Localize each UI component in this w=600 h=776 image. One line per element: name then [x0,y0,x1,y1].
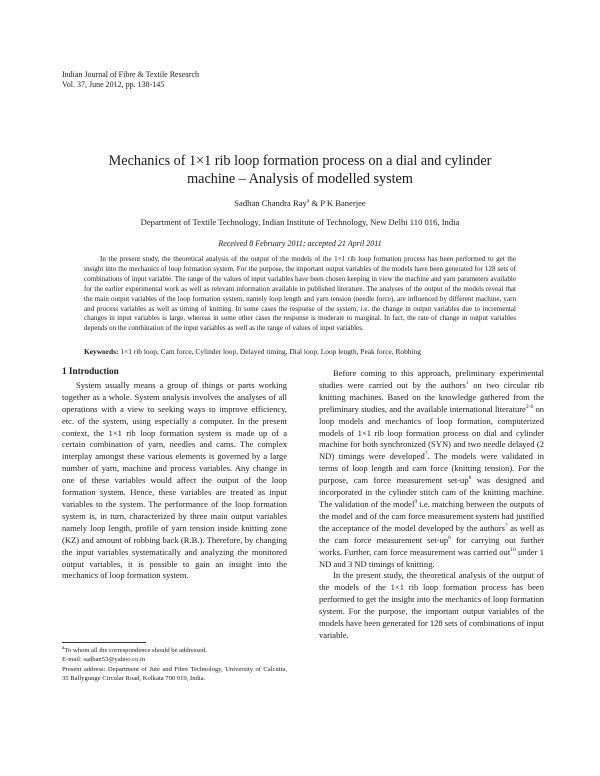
author-2: P K Banerjee [320,198,366,208]
citation-ref: 8 [448,534,451,541]
keywords [84,347,516,357]
author-1-mark: a [306,198,310,205]
intro-paragraph-1: System usually means a group of things or parts working together as a whole. System analysis involves the analyses of all operations with a view to seeking ways to improve efficiency, etc. of the system, using especially a computer. In the present context, the 1×1 rib loop formation system is made up of a certain combination of yarn, needles and cams. The complex interplay amongst these various elements is governed by a large number of yarn, machine and process variables. Any change in one of these variables would affect the output of the loop formation system. Hence, these variables are treated as input variables to the system. The performance of the loop formation system is, in turn, characterized by three main output variables namely loop length, profile of yarn tension inside knitting zone (KZ) and amount of robbing back (R.B.). Therefore, by changing the input variables systematically and analyzing the monitored output variables, it is possible to gain an insight into the mechanics of loop formation system. [62,379,287,581]
keywords-text: 1×1 rib loop, Cam force, Cylinder loop, Delayed timing, Dial loop, Loop length, Peak force, Robbing [120,347,421,356]
text-run: i.e. matching between the outputs of the model and of the cam force measurement system had justified the acceptance of the model developed by the authors [319,498,544,533]
right-column [319,368,544,642]
citation-ref: 7 [424,451,428,458]
journal-header [62,70,199,90]
text-run: as well as the cam force measurement set-up [319,522,544,545]
footnote-rule [62,642,146,643]
title-line-1: Mechanics of 1×1 rib loop formation process on a dial and cylinder [108,153,492,169]
abstract: In the present study, the theoretical analysis of the output of the models of the 1×1 rib loop formation process has been performed to get the insight into the mechanics of loop formation system. For the purpose, the important output variables of the models have been generated for 128 sets of combinations of input variable. The range of the values of input variables have been chosen keeping in view the machine and yarn parameters available for the earlier experimental work as well as relevant information available in published literature. The analyses of the output of the models reveal that the main output variables of the loop formation system, namely loop length and yarn tension (needle force), are influenced by different machine, yarn and process variables as well as timing of knitting. In some cases the response of the system, i.e. the change in output variables due to incremental changes in input variables is large, whereas in some other cases the response is moderate to marginal. In fact, the rate of change in output variables depends on the combination of the input variables as well as the range of values of input variables. [84,255,516,333]
text-run: . The models were validated in terms of loop length and cam force (knitting tension). For the purpose, cam force measurement set-up [319,451,544,486]
keywords-label: Keywords: [84,347,119,356]
text-run: Before coming to this approach, preliminary experimental studies were carried out by the authors [319,368,544,390]
footnote-mark: a [62,644,65,651]
text-run: under 1 ND and 3 ND timings of knitting. [319,546,544,569]
footnote-line-1: To whom all the correspondence should be addressed. [64,647,207,654]
right-paragraph-1 [319,368,544,570]
text-run: was designed and incorporated in the cylinder stitch cam of the knitting machine. The validation of the model [319,475,544,509]
citation-ref: 2-6 [525,403,534,410]
citation-ref: 10 [510,546,516,553]
citation-ref: 1 [465,380,469,387]
citation-ref: 8 [468,475,472,482]
title-line-2: machine – Analysis of modelled system [187,171,413,187]
text-run: on loop models and mechanics of loop formation, computerized models of 1×1 rib loop formation process on dial and cylinder machine for both synchronized (SYN) and two needle delayed (2 ND) timings were developed [319,403,544,462]
author-separator: & [309,198,321,208]
author-1: Sadhan Chandra Ray [234,198,307,208]
journal-volume: Vol. 37, June 2012, pp. 138-145 [62,80,165,89]
footnote [62,646,287,683]
journal-name: Indian Journal of Fibre & Textile Research [62,70,200,79]
author-list [80,198,520,208]
right-paragraph-2: In the present study, the theoretical analysis of the output of the models of the 1×1 rib loop formation process has been performed to get the insight into the mechanics of loop formation system. For the purpose, the important output variables of the models have been generated for 128 sets of combinations of input variable. [319,570,545,640]
citation-ref: 9 [414,499,418,506]
citation-ref: 7 [504,522,508,529]
received-dates: Received 8 February 2011; accepted 21 April 2011 [218,239,382,248]
footnote-address: Present address: Department of Jute and Fibre Technology, University of Calcutta, 35 Ballygunge Circular Road, Kolkata 700 019, India. [62,665,287,682]
footnote-correspondence [62,646,287,655]
text-run: on two circular rib knitting machines. Based on the knowledge gathered from the preliminary studies, and the available international literature [319,379,544,414]
left-column [62,366,287,582]
footnote-email: E-mail: sadhan53@yahoo.co.in [62,656,146,664]
paper-title [80,152,520,188]
text-run: for carrying out further works. Further, cam force measurement was carried out [319,534,544,557]
affiliation: Department of Textile Technology, Indian Institute of Technology, New Delhi 110 016, India [140,217,460,227]
section-heading-introduction: 1 Introduction [62,366,119,376]
